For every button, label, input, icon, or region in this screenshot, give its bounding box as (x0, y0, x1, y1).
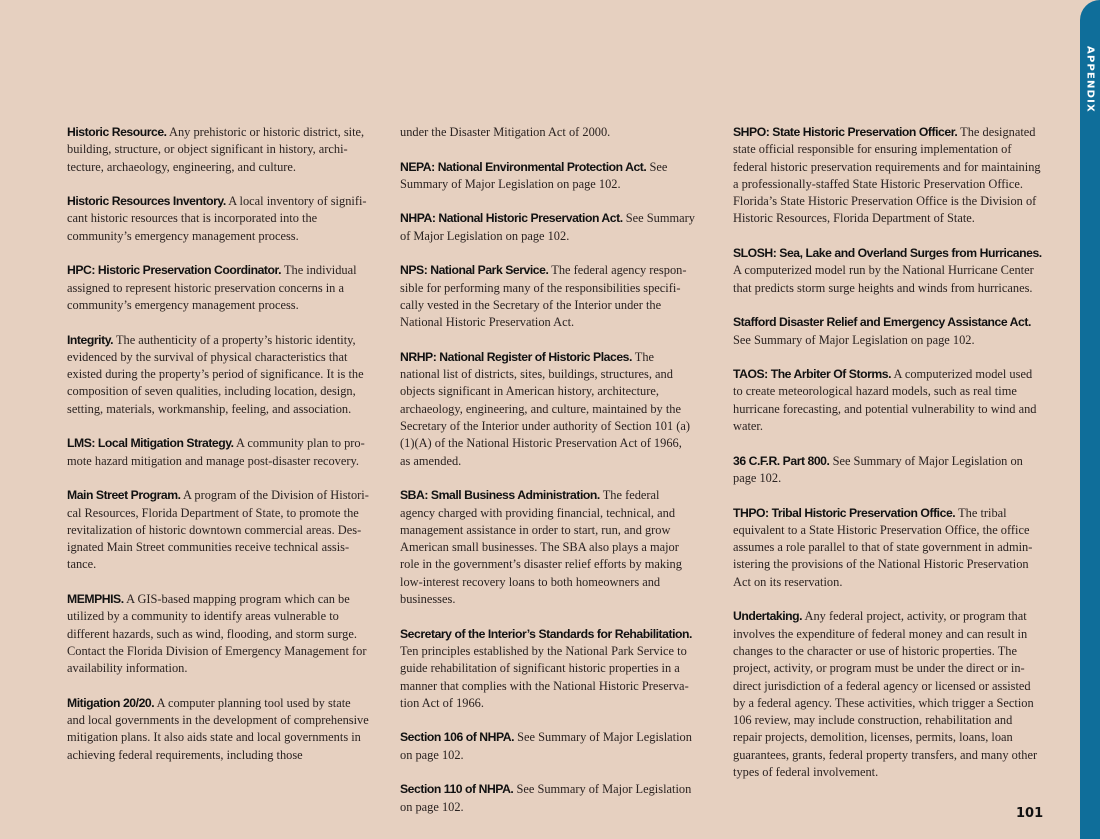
glossary-column-3 (733, 124, 1043, 799)
glossary-term: Section 106 of NHPA. (400, 730, 515, 745)
glossary-term: Secretary of the Interior’s Standards for Rehabilitation. (400, 626, 692, 641)
glossary-term: NPS: National Park Service. (400, 263, 549, 278)
glossary-term: Main Street Program. (67, 488, 181, 503)
appendix-side-tab (1080, 0, 1100, 839)
glossary-entry (733, 245, 1043, 297)
glossary-entry (733, 366, 1043, 435)
glossary-definition: A GIS-based mapping program which can be utilized by a community to identify areas vulnerable to different hazards, such as wind, flooding, and storm surge. Contact the Florida Division of Emergency Management for availability information. (67, 592, 367, 676)
glossary-entry (67, 487, 369, 573)
glossary-entry (67, 124, 369, 176)
glossary-definition: A computer planning tool used by state and local governments in the development of comprehensive mitigation plans. It also aids state and local governments in achieving federal requirements, including those (67, 695, 369, 762)
glossary-definition: See Summary of Major Legislation on page 102. (733, 453, 1023, 485)
glossary-entry (400, 487, 695, 608)
glossary-definition: The individual assigned to represent historic preservation concerns in a community’s emergency management process. (67, 263, 357, 312)
glossary-definition: See Summary of Major Legislation on page 102. (400, 730, 692, 762)
glossary-entry (733, 314, 1043, 349)
glossary-entry (400, 729, 695, 764)
glossary-definition: A computerized model used to create meteorological hazard models, such as real time hurricane forecasting, and potential vulnerability to wind and water. (733, 367, 1037, 434)
glossary-entry (67, 695, 369, 764)
glossary-term: Mitigation 20/20. (67, 695, 155, 710)
glossary-definition: See Summary of Major Legislation on page 102. (400, 159, 668, 191)
glossary-entry (400, 124, 695, 141)
glossary-definition: A local inventory of significant historic resources that is incorporated into the community’s emergency management process. (67, 194, 367, 243)
glossary-definition: The authenticity of a property’s historic identity, evidenced by the survival of physical characteristics that existed during the property’s period of significance. It is the composition of seven qualities, including location, design, setting, materials, workmanship, feeling, and association. (67, 332, 364, 416)
glossary-definition: The tribal equivalent to a State Historic Preservation Office, the office assumes a role parallel to that of state government in administering the provisions of the National Historic Preservation Act on its reservation. (733, 505, 1033, 589)
glossary-entry (67, 435, 369, 470)
glossary-term: LMS: Local Mitigation Strategy. (67, 436, 234, 451)
glossary-term: Section 110 of NHPA. (400, 782, 514, 797)
glossary-definition: See Summary of Major Legislation on page 102. (400, 211, 695, 243)
glossary-entry (67, 332, 369, 418)
glossary-entry (400, 781, 695, 816)
glossary-entry (67, 262, 369, 314)
glossary-definition: under the Disaster Mitigation Act of 2000. (400, 125, 611, 139)
glossary-term: Historic Resource. (67, 125, 167, 139)
glossary-entry (400, 626, 695, 712)
glossary-term: MEMPHIS. (67, 592, 124, 607)
glossary-term: Historic Resources Inventory. (67, 194, 226, 209)
glossary-entry (733, 453, 1043, 488)
glossary-term: THPO: Tribal Historic Preservation Office. (733, 505, 956, 520)
glossary-definition: A program of the Division of Historical Resources, Florida Department of State, to promote the revitalization of historic downtown commercial areas. Designated Main Street communities receive technical assistance. (67, 488, 369, 572)
glossary-term: HPC: Historic Preservation Coordinator. (67, 263, 282, 278)
glossary-definition: The federal agency responsible for performing many of the responsibilities specifically vested in the Secretary of the Interior under the National Historic Preservation Act. (400, 263, 687, 330)
glossary-term: NHPA: National Historic Preservation Act. (400, 211, 623, 226)
page-number: 101 (1016, 806, 1044, 821)
glossary-entry (733, 124, 1043, 228)
glossary-entry (400, 210, 695, 245)
glossary-term: Stafford Disaster Relief and Emergency Assistance Act. (733, 315, 1031, 330)
glossary-term: Integrity. (67, 332, 114, 347)
appendix-tab-label: APPENDIX (1084, 46, 1096, 113)
glossary-entry (400, 262, 695, 331)
glossary-column-2 (400, 124, 695, 833)
glossary-definition: Ten principles established by the National Park Service to guide rehabilitation of significant historic properties in a manner that complies with the National Historic Preservation Act of 1966. (400, 643, 689, 710)
glossary-column-1 (67, 124, 369, 781)
glossary-definition: Any prehistoric or historic district, site, building, structure, or object significant in history, architecture, archaeology, engineering, and culture. (67, 125, 365, 174)
glossary-entry (733, 505, 1043, 591)
glossary-definition: The designated state official responsible for ensuring implementation of federal historic preservation requirements and for maintaining a professionally-staffed State Historic Preservation Office. Florida’s State Historic Preservation Office is the Division of Historic Resources, Florida Department of State. (733, 125, 1041, 226)
glossary-definition: A community plan to promote hazard mitigation and manage post-disaster recovery. (67, 436, 365, 468)
glossary-term: SBA: Small Business Administration. (400, 488, 600, 503)
glossary-entry (400, 159, 695, 194)
glossary-definition: See Summary of Major Legislation on page 102. (733, 332, 975, 347)
glossary-definition: The national list of districts, sites, buildings, structures, and objects significant in American history, architecture, archaeology, engineering, and culture, maintained by the Secretary of the Interior under authority of Section 101 (a)(1)(A) of the National Historic Preservation Act of 1966, as amended. (400, 349, 691, 468)
glossary-definition: A computerized model run by the National Hurricane Center that predicts storm surge heights and winds from hurricanes. (733, 263, 1034, 295)
glossary-entry (733, 608, 1043, 781)
glossary-definition: Any federal project, activity, or program that involves the expenditure of federal money and can result in changes to the character or use of historic properties. The project, activity, or program must be under the direct or indirect jurisdiction of a federal agency or licensed or assisted by a federal agency. These activities, which trigger a Section 106 review, may include construction, rehabilitation and repair projects, demolition, licenses, permits, loans, loan guarantees, grants, federal property transfers, and many other types of federal involvement. (733, 609, 1038, 779)
glossary-term: 36 C.F.R. Part 800. (733, 453, 830, 468)
glossary-definition: The federal agency charged with providing financial, technical, and management assistance in order to start, run, and grow American small businesses. The SBA also plays a major role in the government’s disaster relief efforts by making low-interest recovery loans to both homeowners and businesses. (400, 488, 682, 607)
glossary-term: NEPA: National Environmental Protection Act. (400, 159, 647, 174)
glossary-term: TAOS: The Arbiter Of Storms. (733, 367, 892, 382)
glossary-entry (67, 193, 369, 245)
glossary-term: SHPO: State Historic Preservation Officer. (733, 125, 958, 139)
glossary-entry (400, 349, 695, 470)
glossary-term: NRHP: National Register of Historic Places. (400, 349, 632, 364)
glossary-term: SLOSH: Sea, Lake and Overland Surges from Hurricanes. (733, 246, 1042, 261)
glossary-entry (67, 591, 369, 677)
glossary-term: Undertaking. (733, 609, 803, 624)
glossary-definition: See Summary of Major Legislation on page 102. (400, 782, 692, 814)
